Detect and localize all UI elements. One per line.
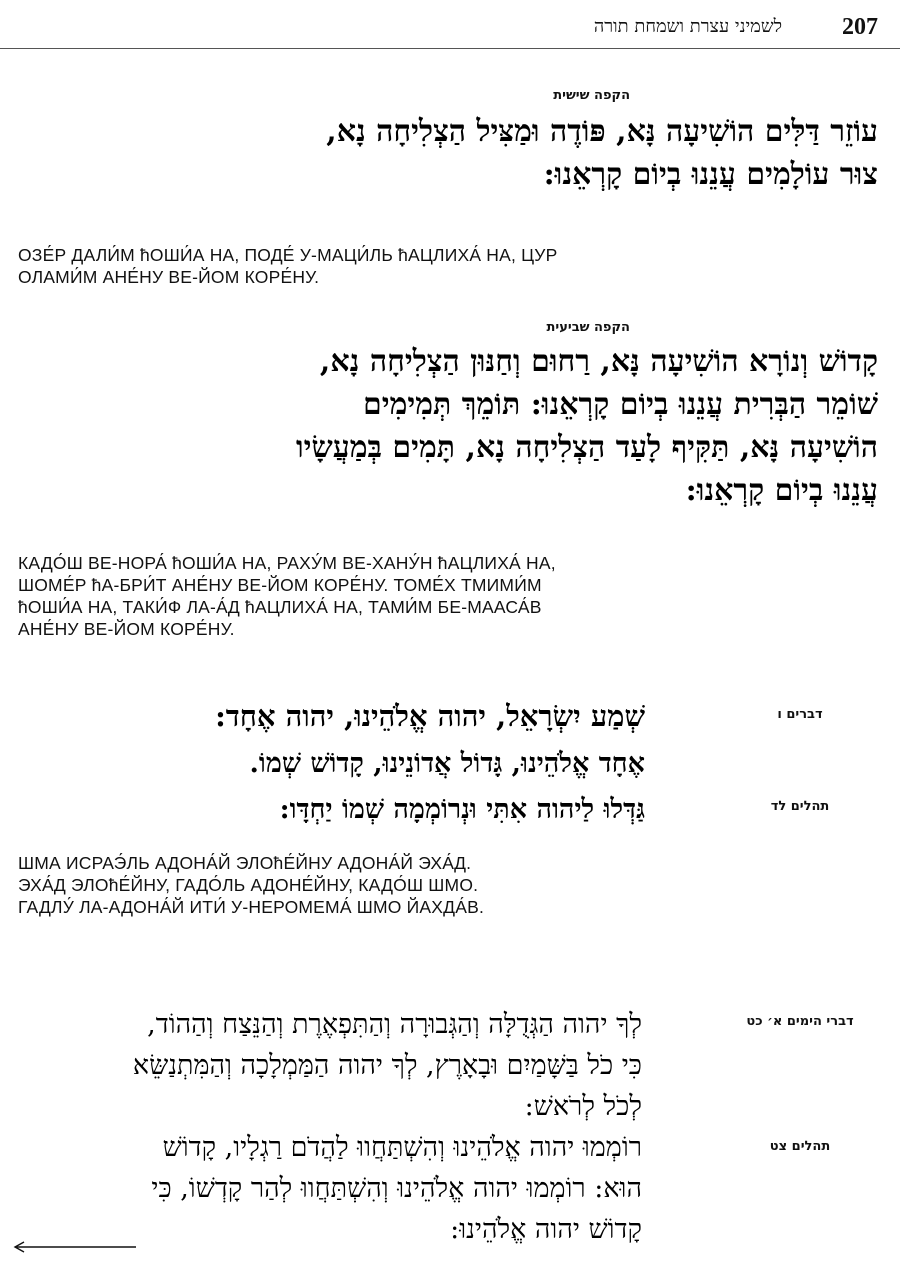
hakafa-6-label: הקפה שישית	[553, 88, 630, 103]
hakafa-7-transliteration	[18, 552, 700, 640]
hebrew-line: צוּר עוֹלָמִים עֲנֵנוּ בְיוֹם קָרְאֵנוּ:	[543, 157, 878, 192]
hebrew-line: כִּי כֹל בַּשָּׁמַיִם וּבָאָרֶץ, לְךָ יהוה הַמַּמְלָכָה וְהַמִּתְנַשֵּׂא	[132, 1050, 642, 1081]
ref-tehillim-99: תהלים צט	[769, 1139, 831, 1154]
shema-line-1: שְׁמַע יִשְׂרָאֵל, יהוה אֱלֹהֵינוּ, יהוה אֶחָד:	[215, 699, 645, 733]
page-number: 207	[842, 14, 878, 40]
hebrew-line: קָדוֹשׁ יהוה אֱלֹהֵינוּ:	[450, 1214, 642, 1245]
translit-line: ЭХА́Д ЭЛОћЕ́ЙНУ, ГАДО́ЛЬ АДОНЕ́ЙНУ, КАДО́Ш ШМО.	[18, 875, 479, 895]
hakafa-7-label: הקפה שביעית	[546, 320, 630, 335]
translit-line: ОЗЕ́Р ДАЛИ́М ћОШИ́А НА, ПОДЕ́ У-МАЦИ́ЛЬ ћАЦЛИХА́ НА, ЦУР	[18, 245, 558, 265]
ref-divrei-hayamim: דברי הימים א׳ כט	[746, 1014, 854, 1029]
hebrew-line: לְכֹל לְרֹאשׁ:	[524, 1091, 642, 1122]
ref-devarim: דברים ו	[777, 707, 823, 722]
translit-line: ћОШИ́А НА, ТАКИ́Ф ЛА-А́Д ћАЦЛИХА́ НА, ТАМИ́М БЕ-МААСА́В	[18, 597, 542, 617]
shema-line-3: גַּדְּלוּ לַיהוה אִתִּי וּנְרוֹמְמָה שְׁמוֹ יַחְדָּו:	[279, 794, 645, 825]
translit-line: ГАДЛУ́ ЛА-АДОНА́Й ИТИ́ У-НЕРОМЕМА́ ШМО ЙАХДА́В.	[18, 897, 485, 917]
hebrew-line: קָדוֹשׁ וְנוֹרָא הוֹשִׁיעָה נָּא, רַחוּם וְחַנּוּן הַצְלִיחָה נָא,	[319, 344, 878, 379]
continue-arrow-icon	[12, 1241, 137, 1253]
hebrew-line: לְךָ יהוה הַגְּדֻלָּה וְהַגְּבוּרָה וְהַתִּפְאֶרֶת וְהַנֵּצַח וְהַהוֹד,	[147, 1009, 642, 1040]
hebrew-line: רוֹמְמוּ יהוה אֱלֹהֵינוּ וְהִשְׁתַּחֲווּ לַהֲדֹם רַגְלָיו, קָדוֹשׁ	[162, 1132, 642, 1163]
shema-transliteration	[18, 852, 700, 918]
running-head: לשמיני עצרת ושמחת תורה	[593, 16, 782, 37]
lecha-hebrew	[110, 1004, 642, 1127]
ref-tehillim-34: תהלים לד	[770, 799, 830, 814]
header-rule	[0, 48, 900, 49]
hebrew-line: הוּא: רוֹמְמוּ יהוה אֱלֹהֵינוּ וְהִשְׁתַּחֲווּ לְהַר קָדְשׁוֹ, כִּי	[151, 1173, 642, 1204]
hakafa-7-hebrew	[30, 340, 878, 512]
translit-line: КАДО́Ш ВЕ-НОРА́ ћОШИ́А НА, РАХУ́М ВЕ-ХАНУ́Н ћАЦЛИХА́ НА,	[18, 553, 556, 573]
romemu-hebrew	[110, 1127, 642, 1250]
hakafa-6-transliteration	[18, 244, 700, 288]
hebrew-line: הוֹשִׁיעָה נָּא, תַּקִּיף לָעַד הַצְלִיחָה נָא, תָּמִים בְּמַעֲשָׂיו	[295, 430, 878, 465]
translit-line: ШМА ИСРАЭ́ЛЬ АДОНА́Й ЭЛОћЕ́ЙНУ АДОНА́Й ЭХА́Д.	[18, 853, 472, 873]
hebrew-line: שׁוֹמֵר הַבְּרִית עֲנֵנוּ בְיוֹם קָרְאֵנוּ: תּוֹמֵךְ תְּמִימִים	[363, 387, 878, 422]
hakafa-6-hebrew	[30, 110, 878, 196]
shema-line-2: אֶחָד אֱלֹהֵינוּ, גָּדוֹל אֲדוֹנֵינוּ, קָדוֹשׁ שְׁמוֹ.	[249, 748, 645, 779]
hebrew-line: עֲנֵנוּ בְיוֹם קָרְאֵנוּ:	[685, 473, 878, 508]
translit-line: ОЛАМИ́М АНЕ́НУ ВЕ-ЙОМ КОРЕ́НУ.	[18, 267, 320, 287]
translit-line: АНЕ́НУ ВЕ-ЙОМ КОРЕ́НУ.	[18, 619, 235, 639]
translit-line: ШОМЕ́Р ћА-БРИ́Т АНЕ́НУ ВЕ-ЙОМ КОРЕ́НУ. ТОМЕ́Х ТМИМИ́М	[18, 575, 542, 595]
hebrew-line: עוֹזֵר דַּלִּים הוֹשִׁיעָה נָּא, פּוֹדֶה וּמַצִּיל הַצְלִיחָה נָא,	[326, 114, 878, 149]
